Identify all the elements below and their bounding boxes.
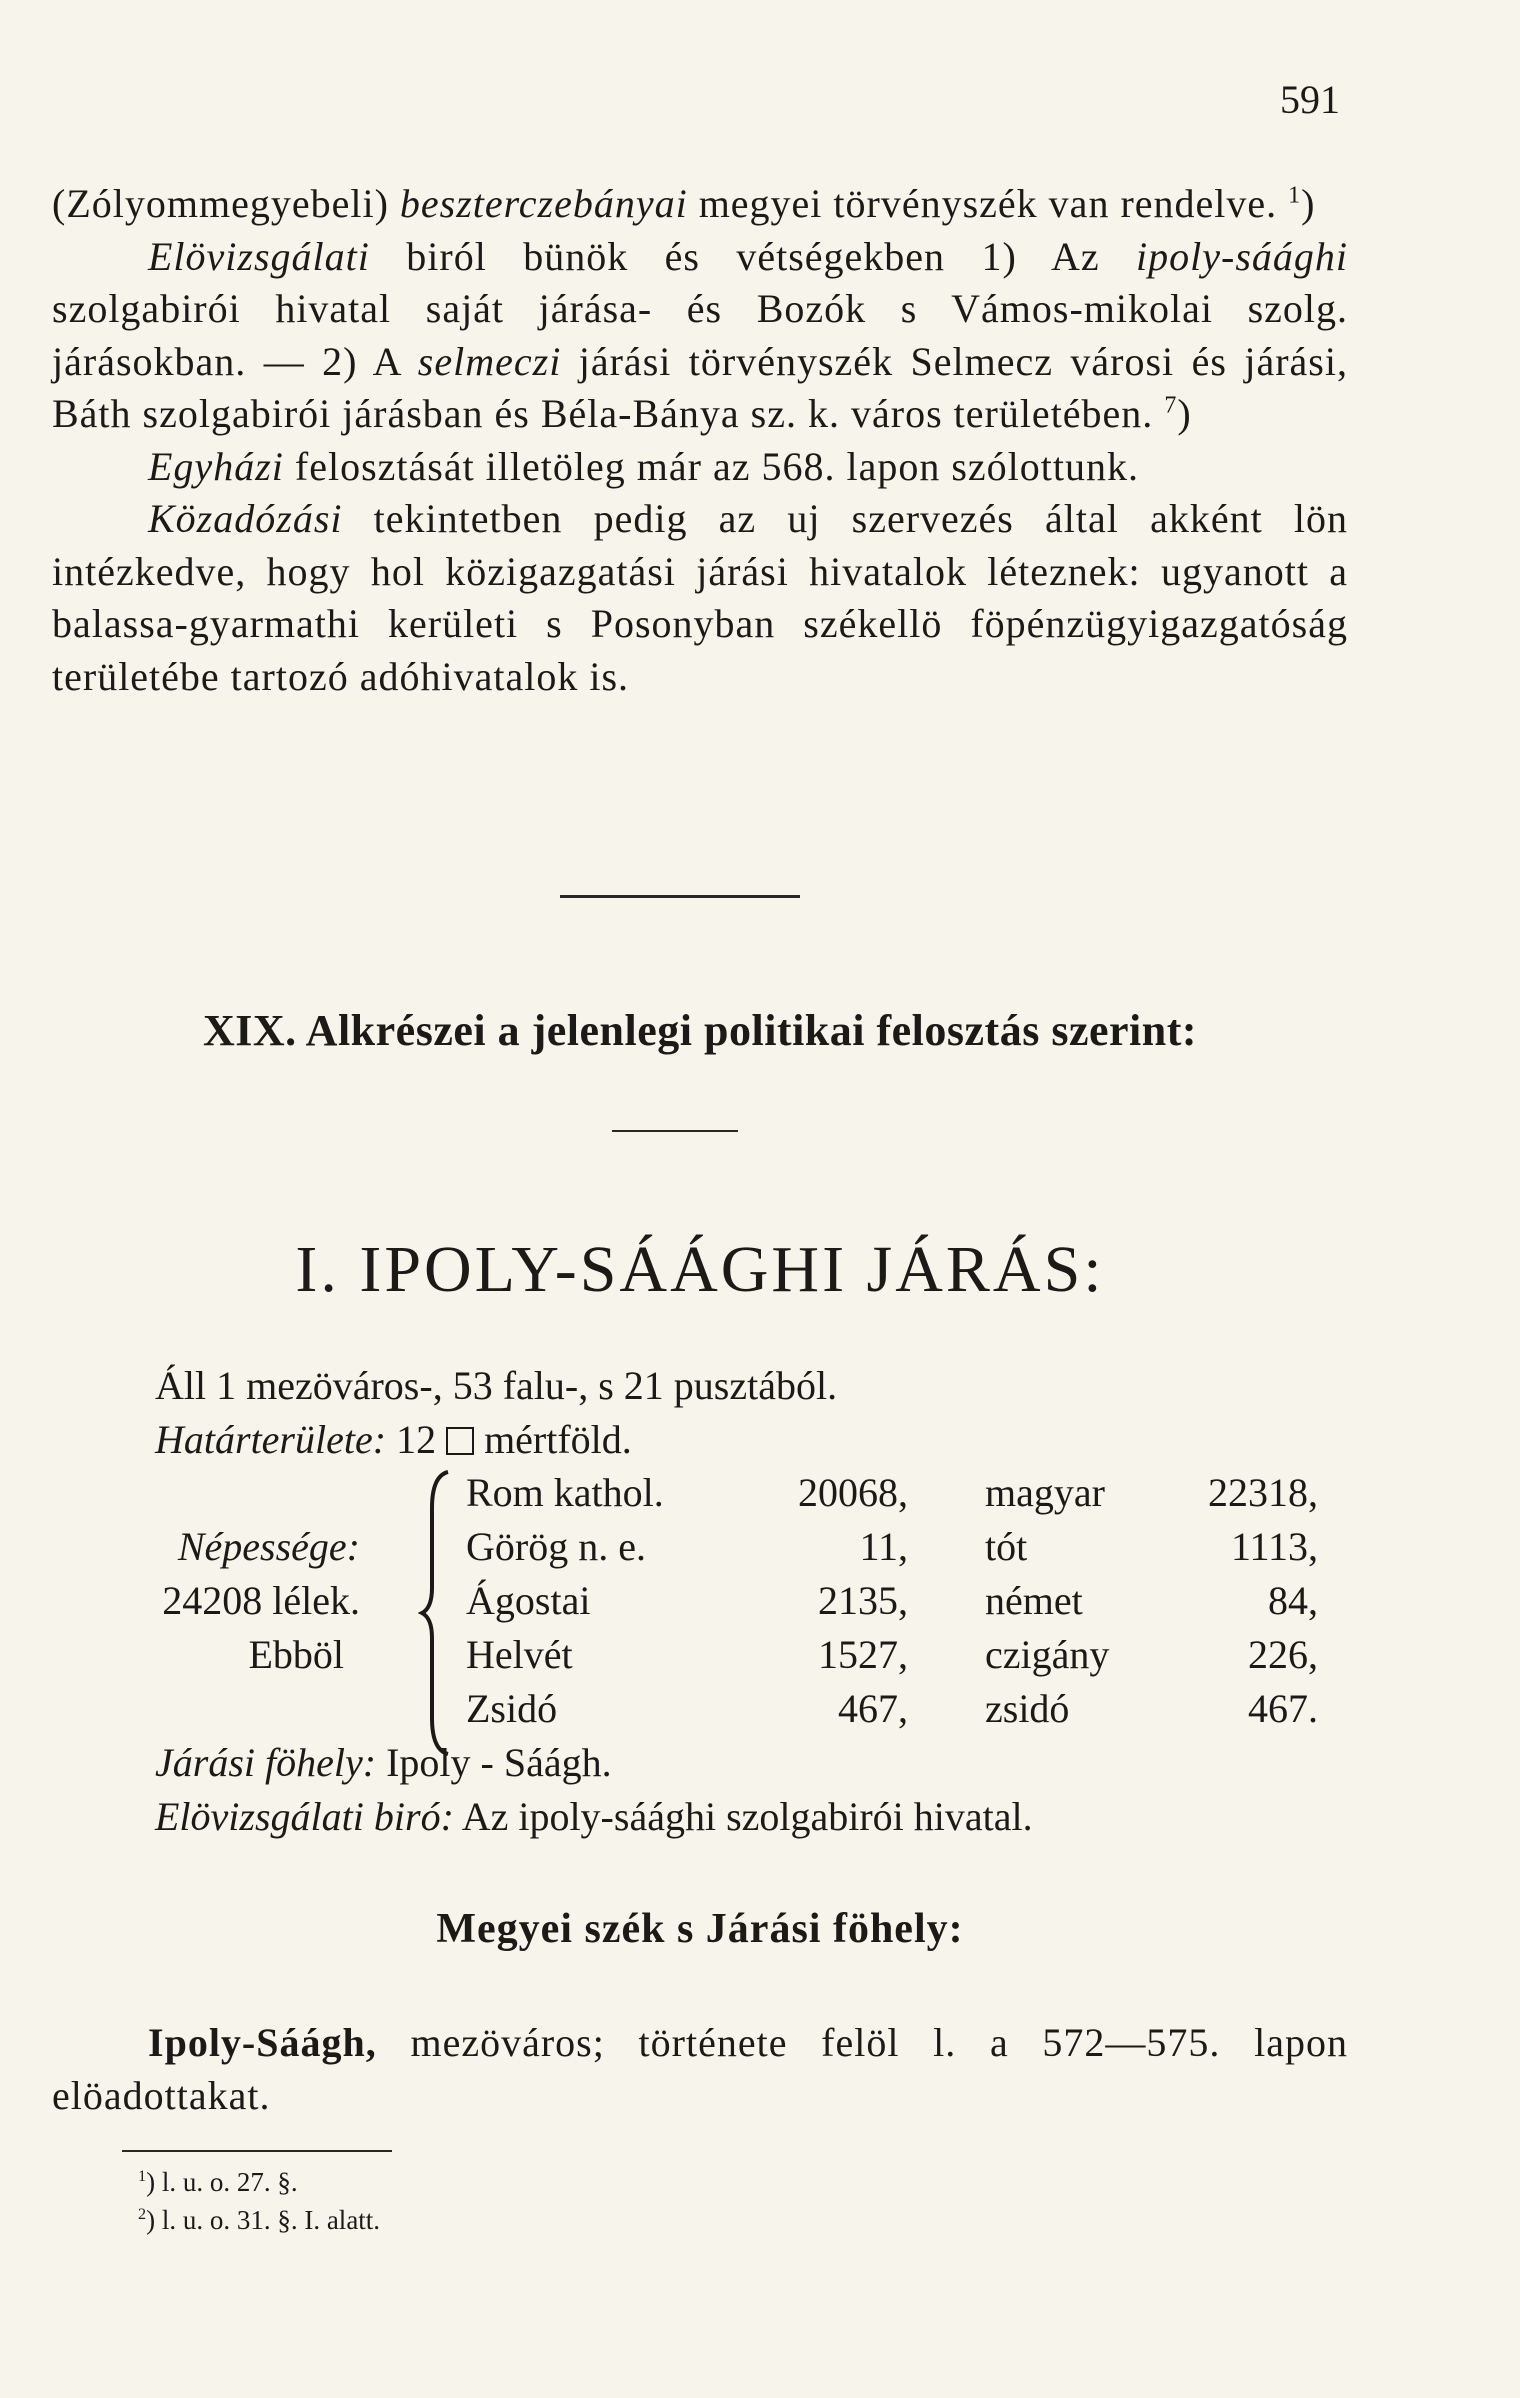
seat-heading: Megyei szék s Járási föhely: (436, 1906, 964, 1952)
district-area (155, 1416, 632, 1463)
population-of-which: Ebböl (248, 1632, 344, 1677)
population-label: Népessége: (177, 1524, 360, 1569)
intro-text (52, 178, 1348, 703)
footnote-ref-7: 7 (1164, 392, 1178, 419)
judge-value: Az ipoly-sáághi szolgabirói hivatal. (461, 1794, 1033, 1839)
nationality-count: 22318, (1208, 1470, 1318, 1515)
religion-name: Rom kathol. (466, 1470, 664, 1515)
intro-paragraph-4: Közadózási tekintetben pedig az uj szervezés által akként lön intézkedve, hogy hol közigazgatási járási hivatalok léteznek: ugyanott a balassa-gyarmathi kerületi s Posonyban székellö föpénzügyigazgatóság területébe tartozó adóhivatalok is. (52, 496, 1348, 699)
judge-label: Elövizsgálati biró: (155, 1794, 454, 1839)
district-seat (155, 1739, 612, 1786)
nationality-name: tót (985, 1524, 1028, 1569)
seat-entry-name: Ipoly-Sáágh, (148, 2020, 377, 2065)
nationality-count: 467. (1248, 1686, 1318, 1731)
nationality-name: magyar (985, 1470, 1105, 1515)
intro-paragraph-3: Egyházi felosztását illetöleg már az 568. lapon szólottunk. (148, 443, 1139, 489)
footnote-1: $^1$) l. u. o. 27. §. (138, 2167, 298, 2197)
nationality-name: czigány (985, 1632, 1110, 1677)
religion-count: 467, (838, 1686, 908, 1731)
seat-entry-text: mezöváros; története felöl l. a 572—575. lapon elöadottakat. (52, 2020, 1348, 2118)
brace-icon (418, 1468, 454, 1758)
religion-count: 1527, (818, 1632, 908, 1677)
district-heading: I. IPOLY-SÁÁGHI JÁRÁS: (295, 1233, 1105, 1306)
religion-name: Görög n. e. (466, 1524, 646, 1569)
seat-label: Járási föhely: (155, 1740, 377, 1785)
population-total: 24208 lélek. (162, 1578, 360, 1623)
footnote-divider (122, 2150, 392, 2152)
square-unit-icon (446, 1427, 474, 1455)
nationality-count: 84, (1268, 1578, 1318, 1623)
religion-count: 20068, (798, 1470, 908, 1515)
nationality-count: 226, (1248, 1632, 1318, 1677)
footnote-2: $^2$) l. u. o. 31. §. I. alatt. (138, 2205, 381, 2235)
nationality-count: 1113, (1230, 1524, 1318, 1569)
intro-paragraph-2: Elövizsgálati biról bünök és vétségekben 1) Az ipoly-sáághi szolgabirói hivatal saját járása- és Bozók s Vámos-mikolai szolg. járásokban. — 2) A selmeczi járási törvényszék Selmecz városi és járási, Báth szolgabirói járásban és Béla-Bánya sz. k. város területében. $^7$) (52, 233, 1348, 436)
heading-divider (612, 1130, 738, 1132)
district-composition: Áll 1 mezöváros-, 53 falu-, s 21 pusztából. (155, 1363, 838, 1408)
religion-name: Helvét (466, 1632, 573, 1677)
religion-count: 11, (859, 1524, 908, 1569)
district-judge (155, 1793, 1033, 1840)
seat-entry (52, 2017, 1348, 2122)
seat-value: Ipoly - Sáágh. (386, 1740, 612, 1785)
section-divider (560, 895, 800, 898)
intro-paragraph-1: (Zólyommegyebeli) beszterczebányai megyei törvényszék van rendelve. $^1$) (52, 181, 1316, 226)
nationality-name: német (985, 1578, 1083, 1623)
footnote-ref-1: 1 (1288, 182, 1302, 209)
area-label: Határterülete: (155, 1417, 387, 1462)
nationality-name: zsidó (985, 1686, 1070, 1731)
area-value: 12 (396, 1417, 437, 1462)
religion-count: 2135, (818, 1578, 908, 1623)
page-number: 591 (1280, 77, 1340, 122)
religion-name: Zsidó (466, 1686, 558, 1731)
section-heading: XIX. Alkrészei a jelenlegi politikai felosztás szerint: (202, 1006, 1198, 1055)
area-unit: mértföld. (484, 1417, 632, 1462)
religion-name: Ágostai (466, 1578, 591, 1623)
